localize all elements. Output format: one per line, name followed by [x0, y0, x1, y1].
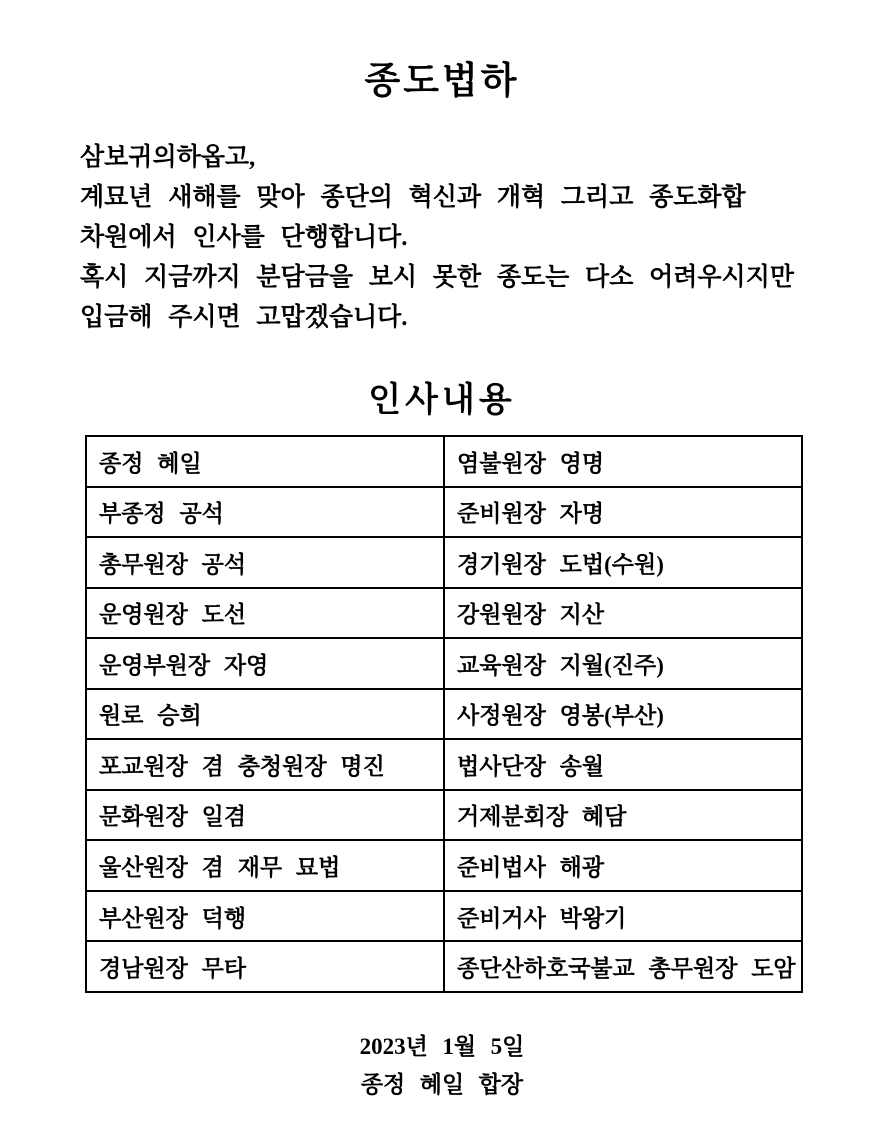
footer-signoff: 종정 혜일 합장: [360, 1072, 524, 1097]
table-cell: 준비원장 자명: [444, 487, 802, 538]
table-cell: 염불원장 영명: [444, 436, 802, 487]
greeting-paragraph: [80, 138, 840, 338]
table-cell: 운영부원장 자영: [86, 638, 444, 689]
table-row: [86, 638, 802, 689]
table-cell: 사정원장 영봉(부산): [444, 689, 802, 740]
paragraph-line: 혹시 지금까지 분담금을 보시 못한 종도는 다소 어려우시지만: [80, 264, 795, 291]
paragraph-line: 차원에서 인사를 단행합니다.: [80, 224, 408, 251]
table-cell: 준비거사 박왕기: [444, 891, 802, 942]
table-cell: 원로 승희: [86, 689, 444, 740]
table-row: [86, 739, 802, 790]
table-cell: 준비법사 해광: [444, 840, 802, 891]
table-cell: 종단산하호국불교 총무원장 도암: [444, 941, 802, 992]
table-row: [86, 487, 802, 538]
appointments-table: [85, 435, 803, 993]
footer-date: 2023년 1월 5일: [359, 1034, 525, 1059]
paragraph-line: 삼보귀의하옵고,: [80, 144, 256, 171]
table-cell: 운영원장 도선: [86, 588, 444, 639]
section-title: 인사내용: [368, 382, 516, 419]
table-row: [86, 840, 802, 891]
table-row: [86, 537, 802, 588]
table-cell: 부종정 공석: [86, 487, 444, 538]
table-cell: 법사단장 송월: [444, 739, 802, 790]
table-cell: 강원원장 지산: [444, 588, 802, 639]
table-cell: 교육원장 지월(진주): [444, 638, 802, 689]
table-row: [86, 689, 802, 740]
table-cell: 경기원장 도법(수원): [444, 537, 802, 588]
table-cell: 종정 혜일: [86, 436, 444, 487]
document-title: 종도법하: [364, 61, 520, 102]
table-cell: 부산원장 덕행: [86, 891, 444, 942]
table-cell: 거제분회장 혜담: [444, 790, 802, 841]
table-cell: 문화원장 일겸: [86, 790, 444, 841]
paragraph-line: 계묘년 새해를 맞아 종단의 혁신과 개혁 그리고 종도화합: [80, 184, 746, 211]
table-row: [86, 436, 802, 487]
table-row: [86, 588, 802, 639]
paragraph-line: 입금해 주시면 고맙겠습니다.: [80, 304, 408, 331]
table-row: [86, 891, 802, 942]
table-cell: 경남원장 무타: [86, 941, 444, 992]
table-cell: 포교원장 겸 충청원장 명진: [86, 739, 444, 790]
table-cell: 총무원장 공석: [86, 537, 444, 588]
table-row: [86, 941, 802, 992]
table-cell: 울산원장 겸 재무 묘법: [86, 840, 444, 891]
table-row: [86, 790, 802, 841]
